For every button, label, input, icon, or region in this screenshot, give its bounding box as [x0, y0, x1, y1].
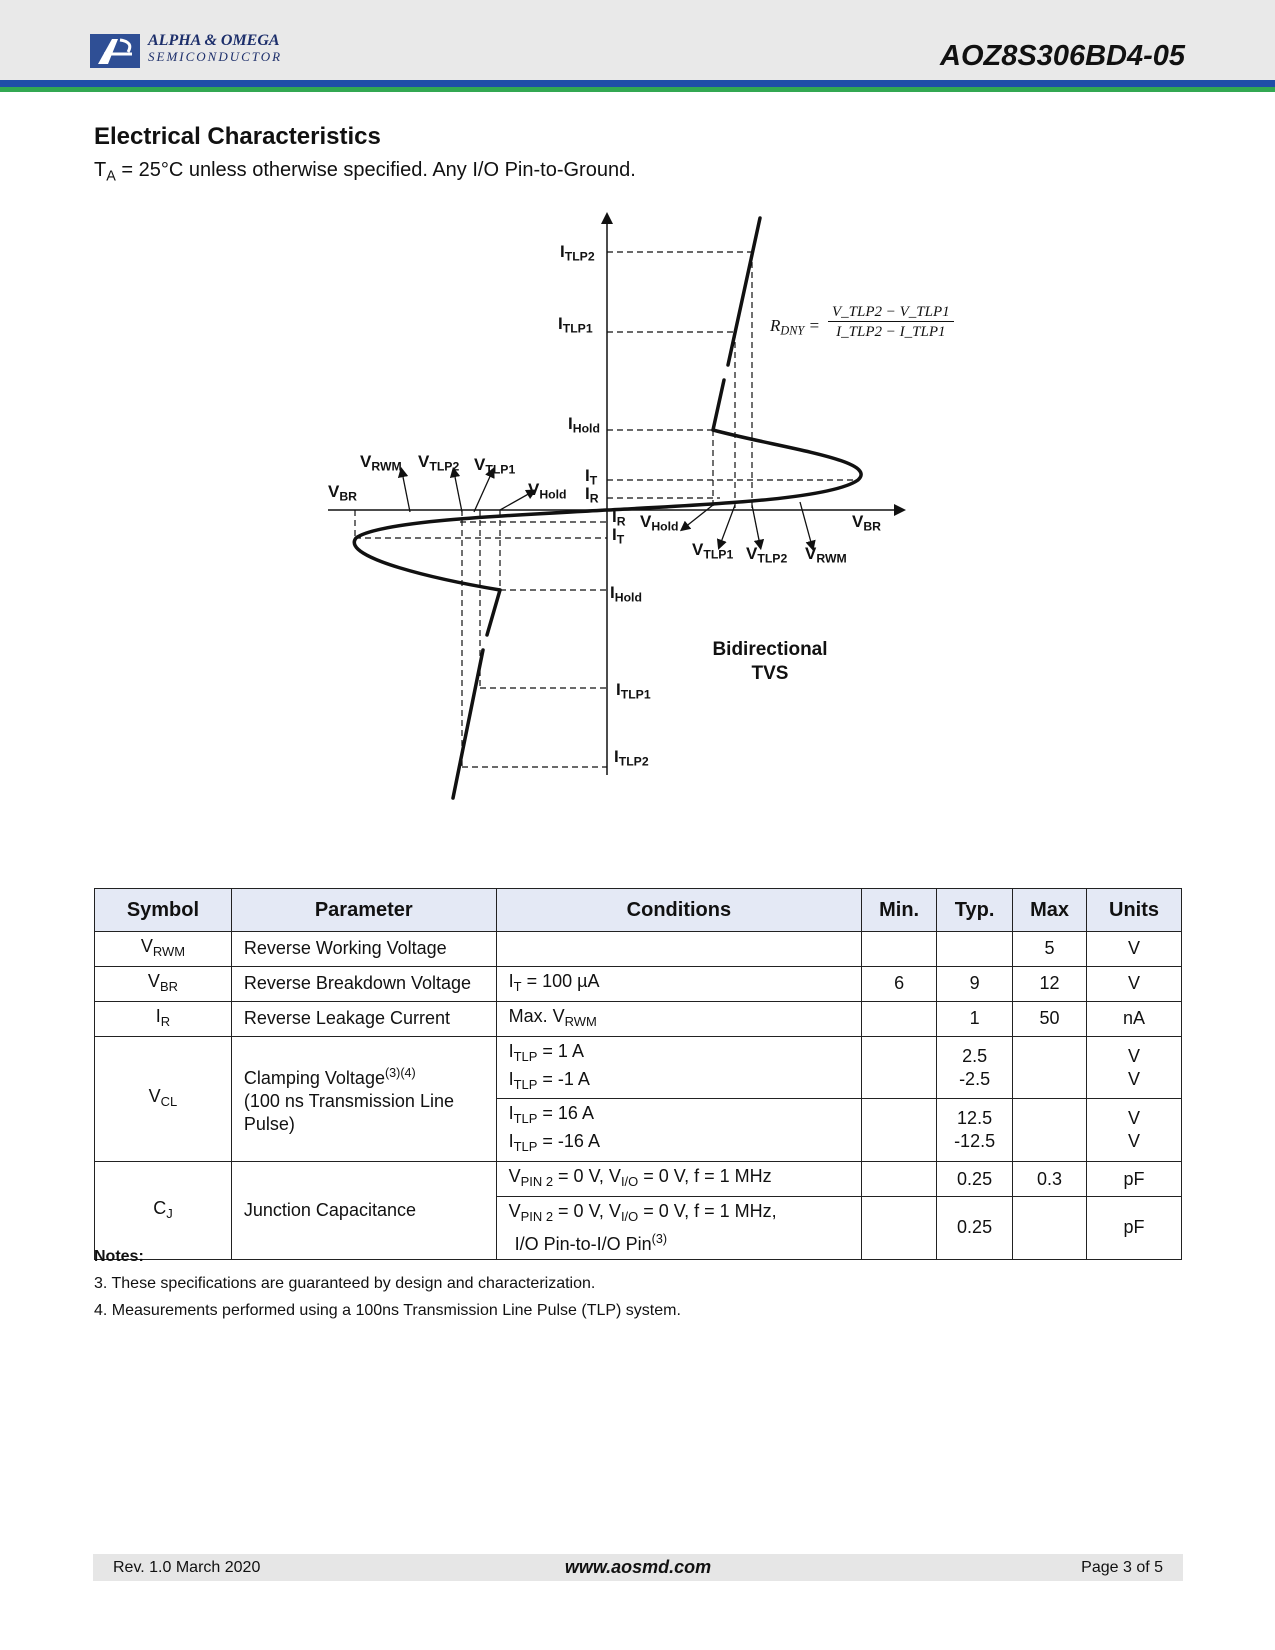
max-cell [1013, 1197, 1087, 1260]
max-cell [1013, 1099, 1087, 1162]
unit-cell: V [1087, 966, 1182, 1001]
logo-company-name: ALPHA & OMEGA [148, 32, 280, 49]
typ-cell: 12.5 -12.5 [937, 1099, 1013, 1162]
max-cell: 5 [1013, 932, 1087, 967]
company-logo-icon [90, 34, 140, 68]
rdny-denominator: I_TLP2 − I_TLP1 [836, 324, 946, 340]
max-cell: 50 [1013, 1001, 1087, 1036]
iv-characteristic-diagram [0, 200, 1275, 820]
typ-cell: 2.5 -2.5 [937, 1036, 1013, 1099]
label-vrwm-right: $V_{RWM}$ [805, 544, 847, 566]
parameter-cell: Clamping Voltage$^{(3)(4)}$ (100 ns Transmission Line Pulse) [231, 1036, 496, 1162]
parameter-cell: Junction Capacitance [231, 1162, 496, 1260]
label-it-bottom: $I_T$ [612, 525, 625, 547]
min-cell [862, 1001, 937, 1036]
table-row-cj-1 [95, 1162, 1182, 1197]
rdny-numerator: V_TLP2 − V_TLP1 [828, 304, 954, 322]
label-vhold-right: $V_{Hold}$ [640, 512, 679, 534]
symbol-cell: $C_J$ [95, 1162, 232, 1260]
table-row-vrwm [95, 932, 1182, 967]
conditions-cell: $V_{PIN 2} = 0$ V, $V_{I/O} = 0$ V, f = 1 MHz [496, 1162, 862, 1197]
unit-cell: V V [1087, 1036, 1182, 1099]
label-vrwm-left: $V_{RWM}$ [360, 452, 402, 474]
iv-curve-svg [0, 200, 1275, 820]
parameter-cell: Reverse Working Voltage [231, 932, 496, 967]
symbol-cell: $V_{CL}$ [95, 1036, 232, 1162]
unit-cell: pF [1087, 1197, 1182, 1260]
col-min: Min. [862, 889, 937, 932]
symbol-cell: $I_R$ [95, 1001, 232, 1036]
typ-cell: 0.25 [937, 1162, 1013, 1197]
label-vbr-right: $V_{BR}$ [852, 512, 882, 534]
label-vtlp1-left: $V_{TLP1}$ [474, 455, 516, 477]
symbol-cell: $V_{BR}$ [95, 966, 232, 1001]
notes-section [94, 1243, 681, 1324]
typ-cell: 1 [937, 1001, 1013, 1036]
parameter-cell: Reverse Leakage Current [231, 1001, 496, 1036]
label-itlp2-bottom: $I_{TLP2}$ [614, 747, 649, 769]
unit-cell: pF [1087, 1162, 1182, 1197]
footer-page-number: Page 3 of 5 [1081, 1559, 1163, 1576]
typ-cell: 0.25 [937, 1197, 1013, 1260]
section-title: Electrical Characteristics [94, 123, 381, 150]
caption-line1: Bidirectional [712, 639, 828, 660]
col-max: Max [1013, 889, 1087, 932]
label-ir-bottom: $I_R$ [612, 507, 626, 529]
typ-cell [937, 932, 1013, 967]
min-cell [862, 1099, 937, 1162]
min-cell [862, 932, 937, 967]
min-cell: 6 [862, 966, 937, 1001]
electrical-characteristics-table [94, 888, 1182, 1260]
min-cell [862, 1162, 937, 1197]
min-cell [862, 1197, 937, 1260]
table-header-row [95, 889, 1182, 932]
footer-revision: Rev. 1.0 March 2020 [113, 1559, 261, 1576]
lower-guides [355, 510, 607, 767]
col-symbol: Symbol [95, 889, 232, 932]
label-vtlp1-right: $V_{TLP1}$ [692, 540, 734, 562]
diagram-caption [690, 638, 850, 686]
label-itlp2-top: $I_{TLP2}$ [560, 242, 595, 264]
notes-heading: Notes: [94, 1248, 144, 1265]
header-blue-rule [0, 80, 1275, 87]
page-header [0, 0, 1275, 80]
label-itlp1-top: $I_{TLP1}$ [558, 314, 593, 336]
col-parameter: Parameter [231, 889, 496, 932]
note-3: 3. These specifications are guaranteed by design and characterization. [94, 1275, 596, 1292]
unit-cell: V V [1087, 1099, 1182, 1162]
label-vtlp2-right: $V_{TLP2}$ [746, 544, 788, 566]
footer-website-link[interactable]: www.aosmd.com [564, 1557, 712, 1577]
header-green-rule [0, 87, 1275, 92]
label-vhold-left: $V_{Hold}$ [528, 480, 567, 502]
rdny-formula-lhs: $R_{DNY}$ = [770, 316, 820, 338]
min-cell [862, 1036, 937, 1099]
logo-company-subname: SEMICONDUCTOR [148, 49, 283, 64]
conditions-cell: Max. $V_{RWM}$ [496, 1001, 862, 1036]
parameter-cell: Reverse Breakdown Voltage [231, 966, 496, 1001]
note-4: 4. Measurements performed using a 100ns Transmission Line Pulse (TLP) system. [94, 1302, 681, 1319]
col-conditions: Conditions [496, 889, 862, 932]
table-row-vcl-1 [95, 1036, 1182, 1099]
label-it-top: $I_T$ [585, 466, 598, 488]
caption-line2: TVS [751, 663, 789, 684]
col-units: Units [1087, 889, 1182, 932]
conditions-cell [496, 932, 862, 967]
max-cell: 0.3 [1013, 1162, 1087, 1197]
label-itlp1-bottom: $I_{TLP1}$ [616, 680, 651, 702]
conditions-cell: $V_{PIN 2} = 0$ V, $V_{I/O} = 0$ V, f = 1 MHz, I/O Pin-to-I/O Pin$^{(3)}$ [496, 1197, 862, 1260]
conditions-cell: $I_{TLP} = 16$ A $I_{TLP} = -16$ A [496, 1099, 862, 1162]
conditions-cell: $I_T = 100$ µA [496, 966, 862, 1001]
table-row-ir [95, 1001, 1182, 1036]
label-ir-top: $I_R$ [585, 484, 599, 506]
max-cell: 12 [1013, 966, 1087, 1001]
label-vbr-left: $V_{BR}$ [328, 482, 358, 504]
label-ihold-top: $I_{Hold}$ [568, 414, 600, 436]
upper-guides [607, 252, 858, 510]
max-cell [1013, 1036, 1087, 1099]
section-subtitle: $T_A = 25^\circ C$ unless otherwise specified. Any I/O Pin-to-Ground. [94, 159, 636, 185]
symbol-cell: $V_{RWM}$ [95, 932, 232, 967]
typ-cell: 9 [937, 966, 1013, 1001]
rdny-formula-fraction [828, 304, 954, 341]
table-row-vbr [95, 966, 1182, 1001]
label-ihold-bottom: $I_{Hold}$ [610, 583, 642, 605]
unit-cell: V [1087, 932, 1182, 967]
part-number: AOZ8S306BD4-05 [940, 40, 1185, 72]
conditions-cell: $I_{TLP} = 1$ A $I_{TLP} = -1$ A [496, 1036, 862, 1099]
page-footer [93, 1554, 1183, 1581]
unit-cell: nA [1087, 1001, 1182, 1036]
col-typ: Typ. [937, 889, 1013, 932]
label-vtlp2-left: $V_{TLP2}$ [418, 452, 460, 474]
